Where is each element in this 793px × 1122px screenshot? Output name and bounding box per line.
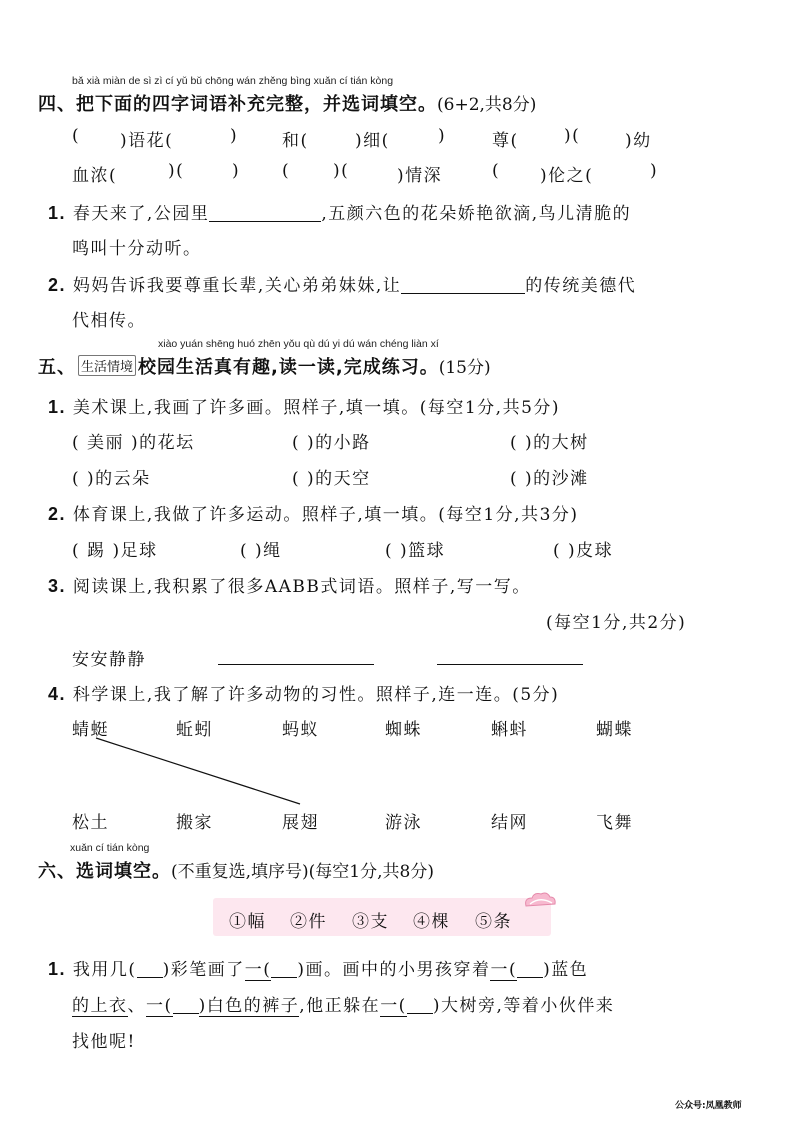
habit-word[interactable]: 游泳 <box>385 813 422 833</box>
fill-item[interactable]: ( )的天空 <box>292 469 371 489</box>
idiom-part: )( <box>333 161 350 181</box>
answer-blank[interactable] <box>173 995 199 1014</box>
q-number: 3. <box>48 576 67 596</box>
sec6-heading-text: 六、选词填空。 <box>38 861 171 882</box>
sentence-text: ,五颜六色的花朵娇艳欲滴,鸟儿清脆的 <box>321 204 632 224</box>
fill-item[interactable]: ( )皮球 <box>553 541 614 561</box>
question-text: 科学课上,我了解了许多动物的习性。照样子,连一连。(5分) <box>72 685 560 705</box>
animal-word[interactable]: 蚯蚓 <box>176 720 213 740</box>
sec6-score: (不重复选,填序号)(每空1分,共8分) <box>171 862 434 882</box>
fill-item[interactable]: ( )篮球 <box>385 541 446 561</box>
sentence-text: 、 <box>127 996 146 1016</box>
habit-word[interactable]: 结网 <box>491 813 528 833</box>
sec6-q1-line3: 找他呢! <box>72 1032 136 1052</box>
idiom-part: )( <box>168 161 185 181</box>
animal-word[interactable]: 蚂蚁 <box>282 720 319 740</box>
sec5-score: (15分) <box>438 358 491 378</box>
q-number: 2. <box>48 275 67 295</box>
question-text: 体育课上,我做了许多运动。照样子,填一填。(每空1分,共3分) <box>72 505 579 525</box>
animal-word[interactable]: 蝴蝶 <box>596 720 633 740</box>
sec4-pinyin: bǎ xià miàn de sì zì cí yǔ bǔ chōng wán zhěng bìng xuǎn cí tián kòng <box>72 75 394 87</box>
idiom-part: )情深 <box>397 166 443 186</box>
q-number: 1. <box>48 397 67 417</box>
question-text: 阅读课上,我积累了很多AABB式词语。照样子,写一写。 <box>72 577 531 597</box>
underlined-text: 一( <box>380 996 407 1016</box>
idiom-part: 和( <box>282 131 309 151</box>
sentence-text: )画。画中的小男孩穿着 <box>297 960 491 980</box>
context-tag: 生活情境 <box>78 355 136 376</box>
underlined-text: )白色的裤子 <box>198 996 300 1016</box>
q-number: 2. <box>48 504 67 524</box>
underlined-text: 的上衣 <box>72 996 128 1016</box>
question-text: 美术课上,我画了许多画。照样子,填一填。(每空1分,共5分) <box>72 398 561 418</box>
underlined-text: 一( <box>146 996 173 1016</box>
sec4-q2-line2: 代相传。 <box>72 311 146 331</box>
idiom-part: 尊( <box>492 131 519 151</box>
answer-blank[interactable] <box>517 959 543 978</box>
sentence-text: 我用几( <box>72 960 137 980</box>
footer-credit: 公众号:凤凰教师 <box>675 1101 742 1111</box>
sec4-score: (6+2,共8分) <box>437 95 537 115</box>
idiom-part: ) <box>230 126 239 146</box>
sentence-text: 的传统美德代 <box>525 276 637 296</box>
option-word: ①幅 <box>229 912 266 932</box>
sec6-q1-line2 <box>72 991 614 1016</box>
q3-example: 安安静静 <box>72 650 146 670</box>
idiom-part: )( <box>564 126 581 146</box>
idiom-part: )幼 <box>625 131 652 151</box>
option-word: ②件 <box>290 912 327 932</box>
fill-item[interactable]: ( )绳 <box>240 541 282 561</box>
habit-word[interactable]: 搬家 <box>176 813 213 833</box>
sentence-text: )蓝色 <box>543 960 589 980</box>
option-word: ④棵 <box>413 912 450 932</box>
cloud-decoration-icon <box>522 890 558 910</box>
sec5-heading-text: 校园生活真有趣,读一读,完成练习。 <box>138 357 439 378</box>
idiom-part: ) <box>650 161 659 181</box>
idiom-part: )语花( <box>120 131 174 151</box>
sentence-text: 春天来了,公园里 <box>72 204 210 224</box>
idiom-part: 血浓( <box>72 166 118 186</box>
fill-item[interactable]: ( )的大树 <box>510 433 589 453</box>
sentence-text: )大树旁,等着小伙伴来 <box>432 996 615 1016</box>
sec4-heading-text: 四、把下面的四字词语补充完整，并选词填空。 <box>38 94 437 115</box>
habit-word[interactable]: 飞舞 <box>596 813 633 833</box>
sec6-q1-line1 <box>48 955 588 980</box>
idiom-part: ( <box>282 161 291 181</box>
answer-blank[interactable] <box>407 995 433 1014</box>
animal-word[interactable]: 蝌蚪 <box>491 720 528 740</box>
q3-score: (每空1分,共2分) <box>546 613 687 633</box>
sec6-pinyin: xuǎn cí tián kòng <box>70 842 150 854</box>
idiom-part: ) <box>438 126 447 146</box>
underlined-text: 一( <box>490 960 518 980</box>
habit-word[interactable]: 松土 <box>72 813 109 833</box>
q-number: 1. <box>48 203 67 223</box>
habit-word[interactable]: 展翅 <box>282 813 319 833</box>
q-number: 4. <box>48 684 67 704</box>
fill-item[interactable]: ( )的小路 <box>292 433 371 453</box>
idiom-part: )伦之( <box>540 166 594 186</box>
sec4-q1-line2: 鸣叫十分动听。 <box>72 239 202 259</box>
sec6-heading <box>38 857 434 883</box>
fill-item[interactable]: ( 美丽 )的花坛 <box>72 433 195 453</box>
answer-blank[interactable] <box>137 959 163 978</box>
idiom-part: ( <box>492 161 501 181</box>
option-word: ③支 <box>352 912 389 932</box>
sec5-number: 五、 <box>38 357 76 378</box>
q-number: 1. <box>48 959 67 979</box>
sentence-text: ,他正躲在 <box>299 996 381 1016</box>
sec5-pinyin: xiào yuán shēng huó zhēn yǒu qù dú yi dú wán chéng liàn xí <box>158 338 439 350</box>
answer-blank[interactable] <box>271 959 297 978</box>
idiom-part: ) <box>232 161 241 181</box>
animal-word[interactable]: 蜘蛛 <box>385 720 422 740</box>
idiom-part: )细( <box>355 131 390 151</box>
fill-item[interactable]: ( )的沙滩 <box>510 469 589 489</box>
fill-item[interactable]: ( )的云朵 <box>72 469 151 489</box>
sentence-text: )彩笔画了 <box>162 960 245 980</box>
animal-word[interactable]: 蜻蜓 <box>72 720 109 740</box>
sentence-text: 妈妈告诉我要尊重长辈,关心弟弟妹妹,让 <box>72 276 402 296</box>
idiom-part: ( <box>72 126 81 146</box>
fill-item[interactable]: ( 踢 )足球 <box>72 541 158 561</box>
option-word: ⑤条 <box>475 912 512 932</box>
underlined-text: 一( <box>244 960 272 980</box>
